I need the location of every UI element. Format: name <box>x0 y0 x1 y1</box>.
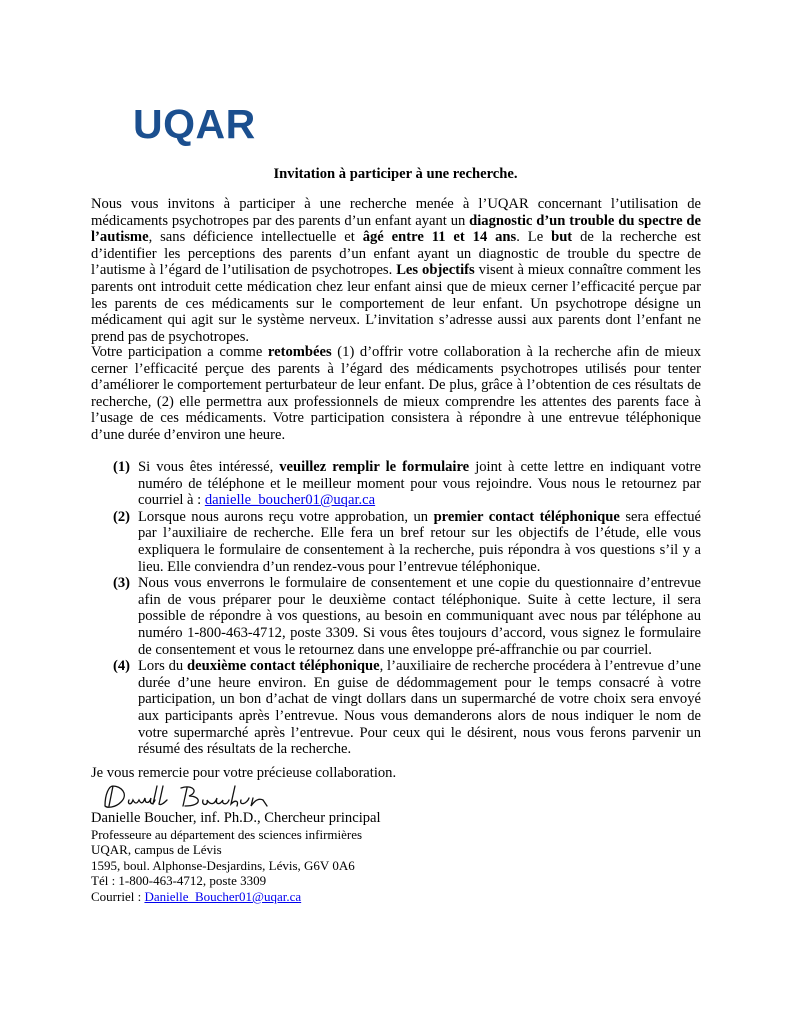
bold-second-contact: deuxième contact téléphonique <box>187 658 380 675</box>
text-run: , l’auxiliaire de recherche procédera à l’entrevue d’une durée d’une heure environ. En guise de dédommagement pour le temps consacré à votre participation, un bon d’achat de vingt dollars dans un supermarché de votre choix sera envoyé aux participants après l’entrevue. Nous vous demanderons alors de nous indiquer le nom de votre supermarché après l’entrevue. Pour ceux qui le désirent, nous vous ferons parvenir un résumé des résultats de la recherche. <box>138 658 701 758</box>
text-run: Votre participation a comme <box>91 344 268 360</box>
bold-age: âgé entre 11 et 14 ans <box>362 229 517 246</box>
text-run: , sans déficience intellectuelle et <box>148 229 363 246</box>
text-run: joint à cette lettre en indiquant votre numéro de téléphone et le meilleur moment pour vous rejoindre. Vous nous le retournez par courriel à : <box>138 459 701 509</box>
text-run: Lorsque nous aurons reçu votre approbation, un <box>138 508 434 525</box>
email-link[interactable]: Danielle_Boucher01@uqar.ca <box>144 888 302 904</box>
step-item-1 <box>91 459 701 509</box>
address: 1595, boul. Alphonse-Desjardins, Lévis, G6V 0A6 <box>91 857 355 873</box>
step-number: (2) <box>113 508 131 525</box>
text-run: Lors du <box>138 658 188 675</box>
campus: UQAR, campus de Lévis <box>91 842 222 858</box>
phone: Tél : 1-800-463-4712, poste 3309 <box>91 873 267 889</box>
bold-form: veuillez remplir le formulaire <box>279 459 470 475</box>
text-run: (1) d’offrir votre collaboration à la recherche afin de mieux cerner l’efficacité perçue des parents à l’égard des médicaments psychotropes utilisés pour tenter d’améliorer le comportement perturbateur de leur enfant. De plus, grâce à l’obtention de ces résultats de recherche, (2) elle permettra aux professionnels de mieux comprendre les attentes des parents face à l’usage de ces médicaments. Votre participation consistera à répondre à une entrevue téléphonique d’une durée d’environ une heure. <box>91 344 701 443</box>
email-link[interactable]: danielle_boucher01@uqar.ca <box>204 492 376 509</box>
text-run: Si vous êtes intéressé, <box>138 459 280 475</box>
handwritten-signature <box>99 780 269 814</box>
benefits-paragraph <box>91 344 701 444</box>
signature-block <box>91 810 381 905</box>
bold-diagnostic: diagnostic d’un trouble du spectre de l’autisme <box>91 212 701 246</box>
page-title: Invitation à participer à une recherche. <box>273 166 518 182</box>
text-run: . Le <box>516 229 552 246</box>
text-run: visent à mieux connaître comment les parents ont introduit cette médication chez leur enfant ainsi que de mieux cerner l’efficacité perçue par les parents de ces médicaments sur le comportement de leur enfant. Un psychotrope désigne un médicament qui agit sur le système nerveux. L’invitation s’adresse aussi aux parents dont l’enfant ne prend pas de psychotropes. <box>91 262 701 345</box>
step-number: (1) <box>113 459 131 475</box>
step-item-3 <box>91 575 701 658</box>
text-run: Nous vous invitons à participer à une recherche menée à l’UQAR concernant l’utilisation de médicaments psychotropes par des parents d’un enfant ayant un <box>91 196 701 229</box>
email-line <box>91 889 381 905</box>
step-item-2 <box>91 509 701 575</box>
researcher-name: Danielle Boucher, inf. Ph.D., Chercheur principal <box>91 810 381 826</box>
intro-paragraph <box>91 196 701 345</box>
step-item-4 <box>91 658 701 758</box>
text-run: Nous vous enverrons le formulaire de consentement et une copie du questionnaire d’entrevue afin de vous préparer pour le deuxième contact téléphonique. Suite à cette lecture, il sera possible de répondre à vos questions, au besoin en communiquant avec nous par téléphone au numéro 1-800-463-4712, poste 3309. Si vous êtes toujours d’accord, vous signez le formulaire de consentement et vous le retournez dans une enveloppe pré-affranchie ou par courriel. <box>138 575 701 658</box>
researcher-role: Professeure au département des sciences infirmières <box>91 826 363 842</box>
email-label: Courriel : <box>91 888 145 904</box>
text-run: de la recherche est d’identifier les perceptions des parents d’un enfant ayant un diagnostic de trouble du spectre de l’autisme à l’égard de l’utilisation de psychotropes. <box>91 229 701 279</box>
text-run: sera effectué par l’auxiliaire de recherche. Elle fera un bref retour sur les objectifs de l’étude, elle vous expliquera le formulaire de consentement à la recherche, puis répondra à vos questions s’il y a lieu. Elle conviendra d’un rendez-vous pour l’entrevue téléphonique. <box>138 508 701 575</box>
step-number: (3) <box>113 575 131 592</box>
thanks-line: Je vous remercie pour votre précieuse collaboration. <box>91 765 397 781</box>
uqar-logo: UQAR <box>133 101 256 147</box>
bold-first-contact: premier contact téléphonique <box>433 508 620 525</box>
steps-list <box>91 459 701 758</box>
bold-but: but <box>551 229 573 246</box>
step-number: (4) <box>113 658 131 675</box>
bold-retombees: retombées <box>267 344 332 360</box>
bold-objectifs: Les objectifs <box>396 262 475 279</box>
